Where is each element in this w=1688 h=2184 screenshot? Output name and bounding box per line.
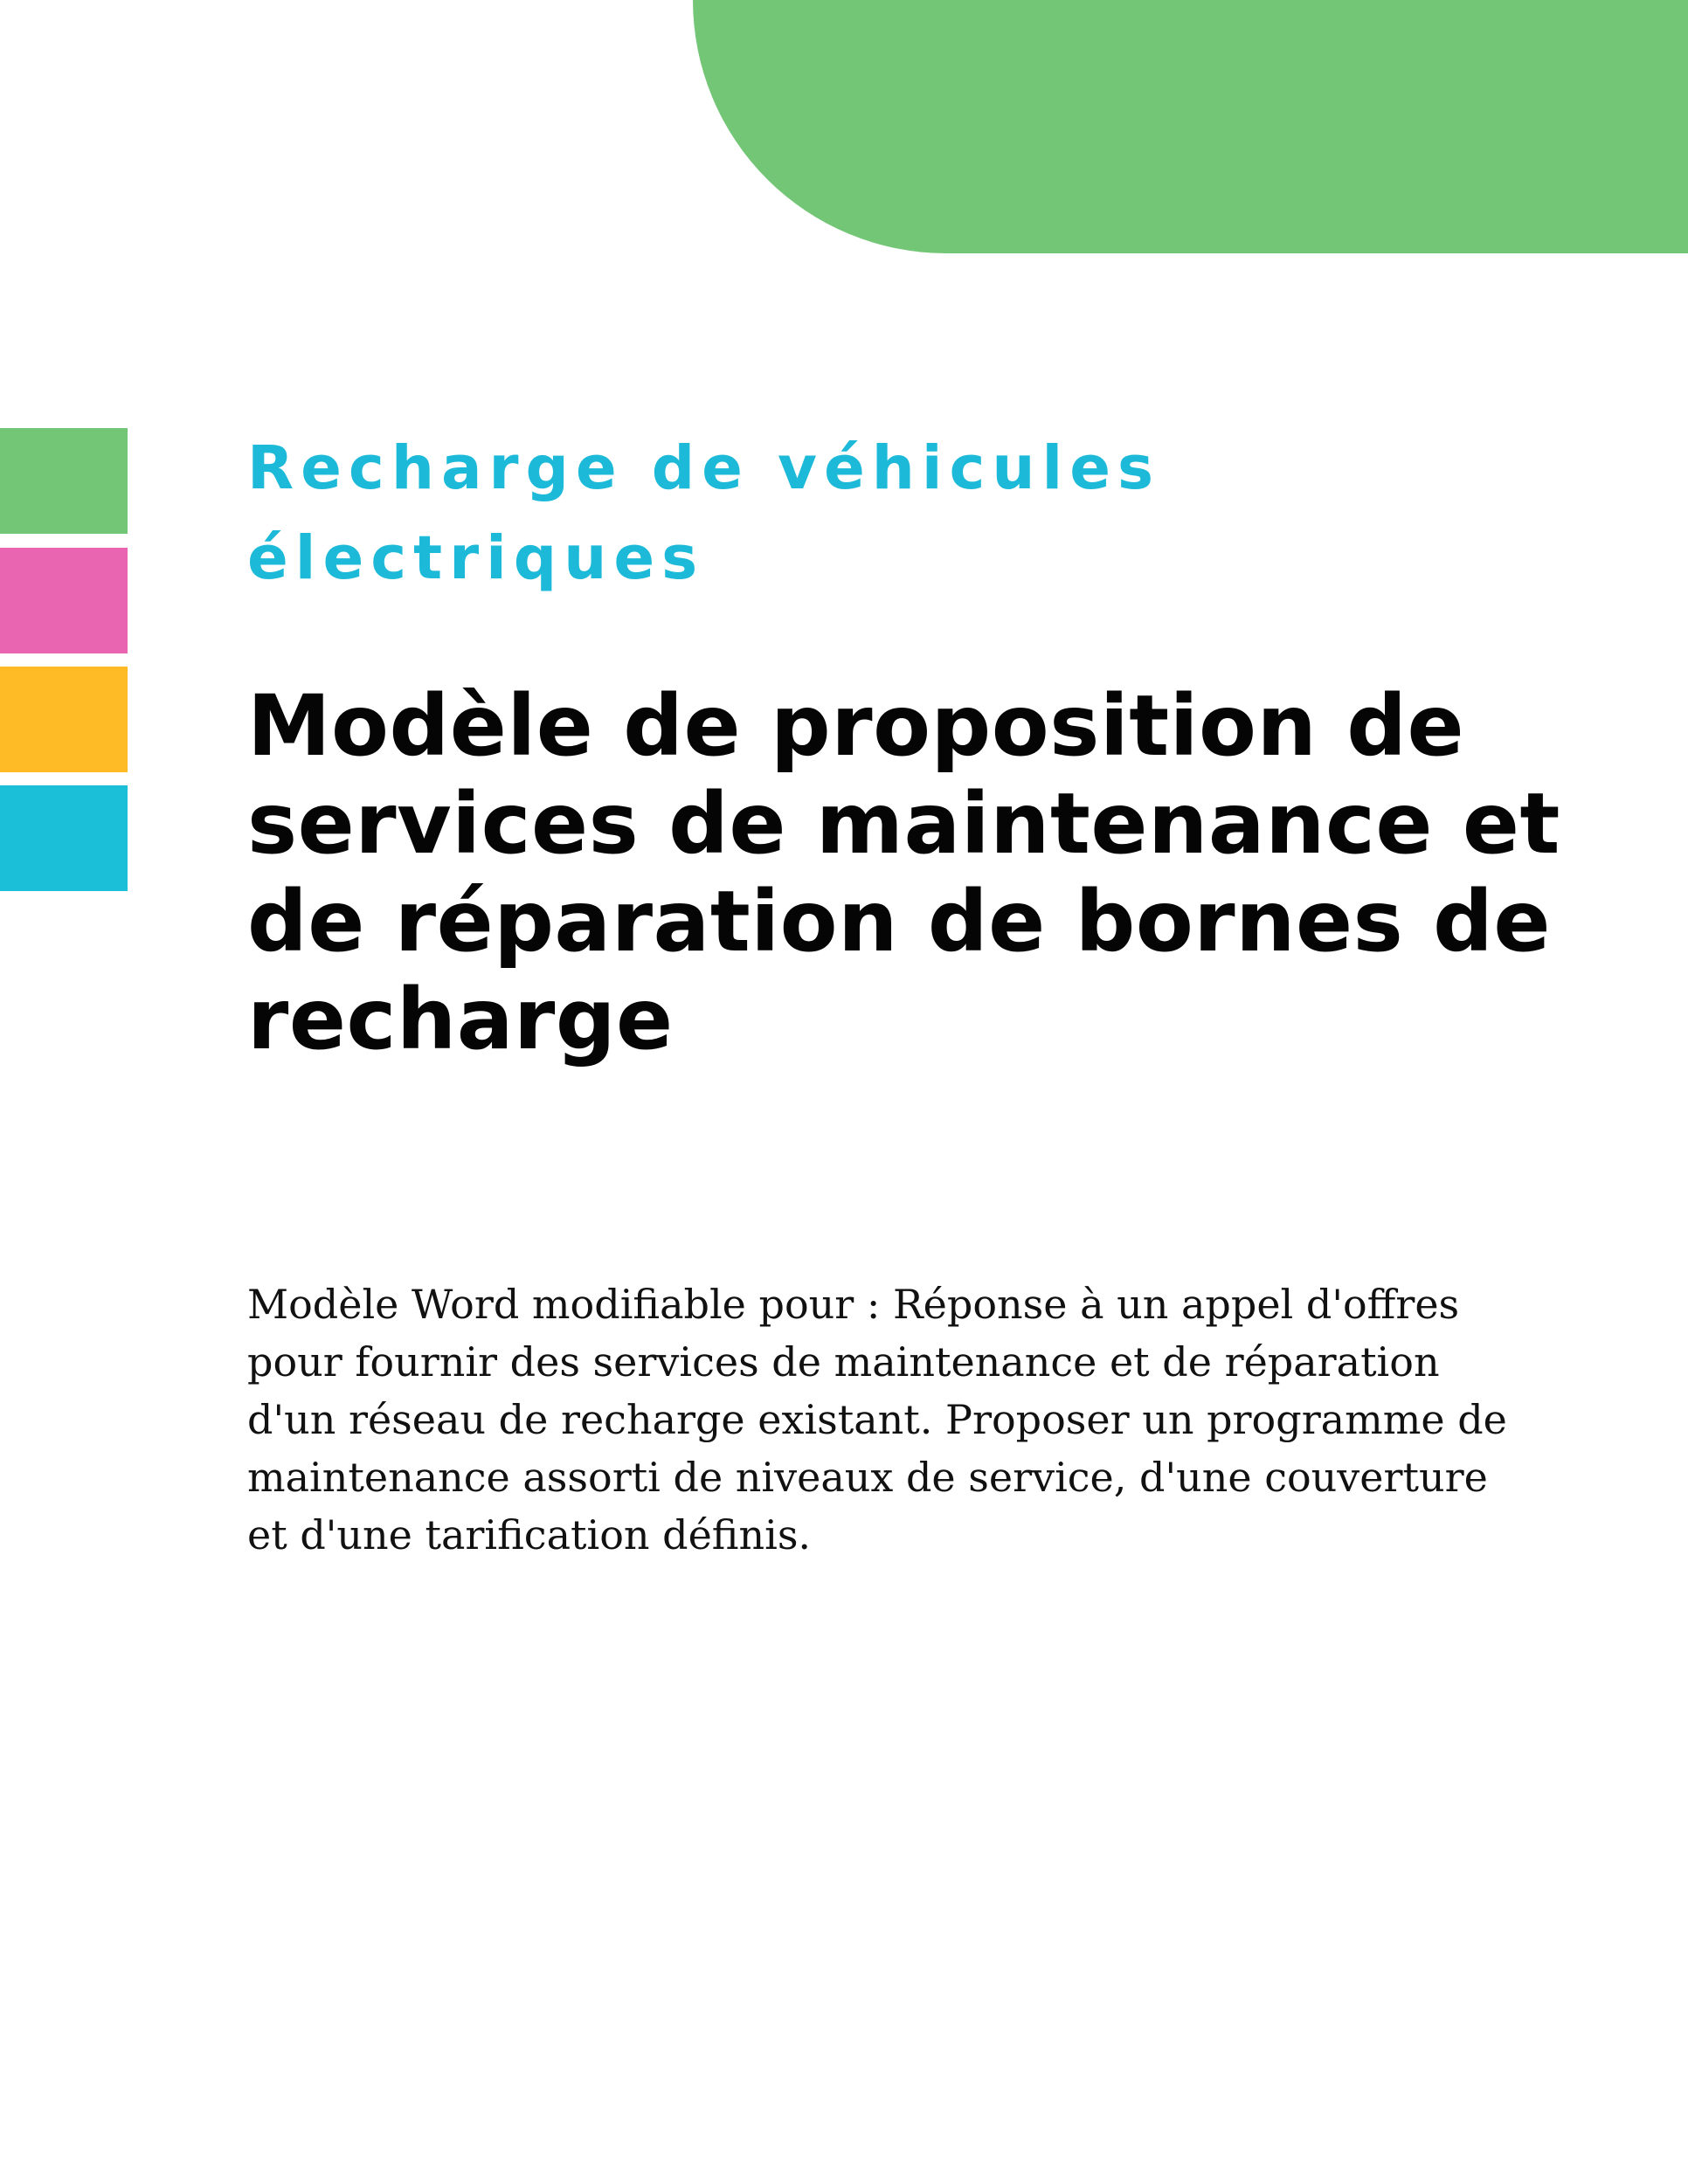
yellow-color-block	[0, 667, 128, 772]
decorative-top-shape	[693, 0, 1688, 253]
document-title: Modèle de proposition de services de maintenance et de réparation de bornes de recharge	[247, 677, 1560, 1068]
green-color-block	[0, 428, 128, 534]
document-description: Modèle Word modifiable pour : Réponse à un appel d'offres pour fournir des services de maintenance et de réparation d'un réseau de recharge existant. Proposer un programme de maintenance assorti de niveaux de service, d'une couverture et d'une tarification définis.	[247, 1281, 1507, 1559]
pink-color-block	[0, 548, 128, 653]
cyan-color-block	[0, 785, 128, 891]
category-label: Recharge de véhicules électriques	[247, 433, 1161, 593]
